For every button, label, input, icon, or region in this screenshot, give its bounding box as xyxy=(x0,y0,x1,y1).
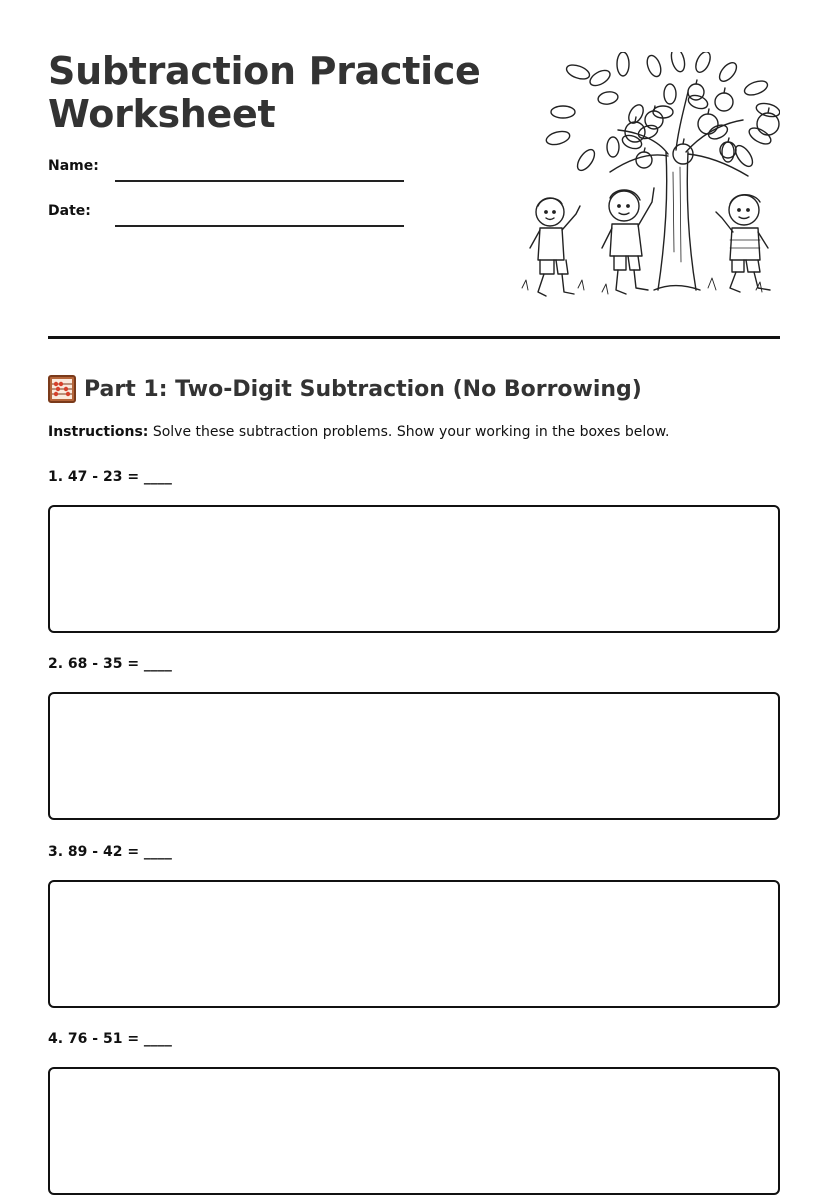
page-title: Subtraction Practice Worksheet xyxy=(48,49,481,136)
date-line[interactable] xyxy=(115,225,404,227)
section-title: Part 1: Two-Digit Subtraction (No Borrowing) xyxy=(84,376,642,402)
problem-label: 3. 89 - 42 = ____ xyxy=(48,844,172,860)
name-line[interactable] xyxy=(115,180,404,182)
worksheet-page xyxy=(48,0,780,1047)
working-box[interactable] xyxy=(48,505,780,633)
apple-tree-children-illustration xyxy=(518,52,780,310)
instructions xyxy=(48,424,669,440)
problem-label: 2. 68 - 35 = ____ xyxy=(48,656,172,672)
date-label: Date: xyxy=(48,203,91,219)
instructions-text: Solve these subtraction problems. Show your working in the boxes below. xyxy=(148,424,670,440)
working-box[interactable] xyxy=(48,1067,780,1195)
problem-label: 4. 76 - 51 = ____ xyxy=(48,1031,172,1047)
working-box[interactable] xyxy=(48,880,780,1008)
instructions-label: Instructions: xyxy=(48,424,149,440)
abacus-icon xyxy=(48,375,76,403)
section-heading xyxy=(48,374,642,404)
header-divider xyxy=(48,336,780,339)
worksheet-header xyxy=(48,0,780,340)
working-box[interactable] xyxy=(48,692,780,820)
problem-label: 1. 47 - 23 = ____ xyxy=(48,469,172,485)
name-field xyxy=(48,158,408,188)
date-field xyxy=(48,203,408,233)
name-label: Name: xyxy=(48,158,99,174)
